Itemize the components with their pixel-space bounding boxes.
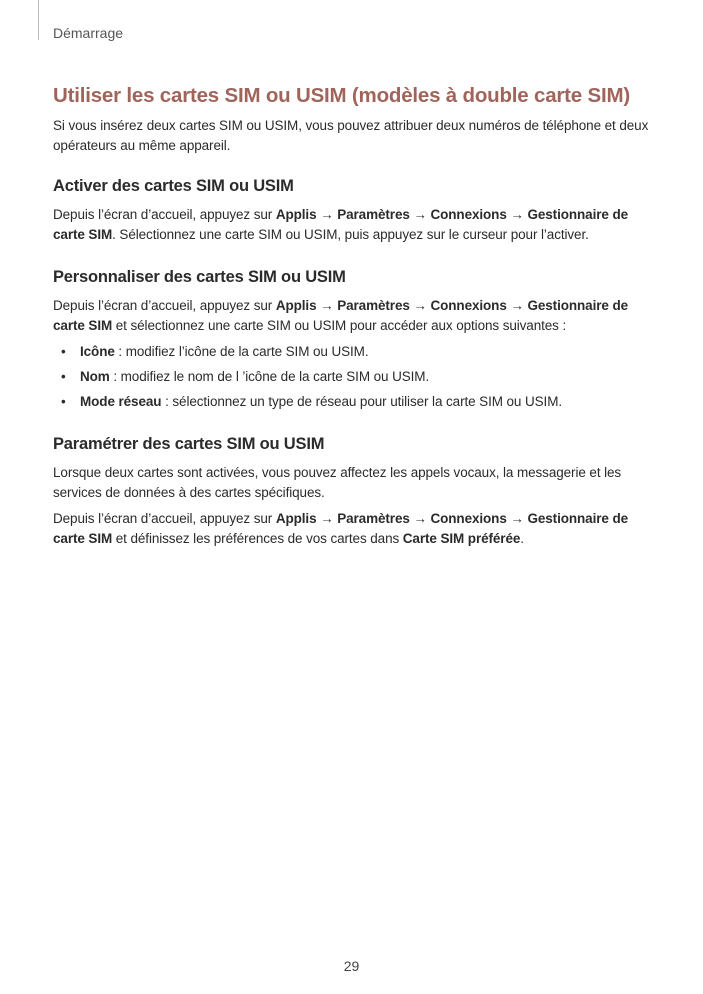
- path-prefix: Depuis l’écran d’accueil, appuyez sur: [53, 207, 273, 222]
- path-connexions: Connexions: [430, 298, 507, 313]
- page-title: Utiliser les cartes SIM ou USIM (modèles à double carte SIM): [53, 84, 630, 107]
- page-content: [53, 84, 653, 555]
- page-number: 29: [343, 958, 360, 974]
- path-arrow: →: [510, 298, 524, 313]
- option-term: Nom: [80, 369, 110, 384]
- path-arrow: →: [510, 511, 524, 526]
- path-applis: Applis: [275, 298, 317, 313]
- path-parametres: Paramètres: [337, 298, 410, 313]
- preferred-sim: Carte SIM préférée: [402, 531, 521, 546]
- activate-text: . Sélectionnez une carte SIM ou USIM, puis appuyez sur le curseur pour l’activer.: [112, 227, 589, 242]
- activate-paragraph: [53, 205, 653, 245]
- path-arrow: →: [413, 298, 427, 313]
- configure-paragraph-1: Lorsque deux cartes sont activées, vous pouvez affectez les appels vocaux, la messagerie et les services de données à des cartes spécifiques.: [53, 465, 622, 500]
- options-list: [53, 342, 653, 412]
- path-arrow: →: [413, 511, 427, 526]
- customize-text: et sélectionnez une carte SIM ou USIM pour accéder aux options suivantes :: [112, 318, 567, 333]
- option-desc: : modifiez le nom de l ’icône de la carte SIM ou USIM.: [109, 369, 430, 384]
- configure-paragraph-2: [53, 509, 653, 549]
- path-gestionnaire: Gestionnaire de carte SIM: [53, 511, 628, 546]
- heading-activate: Activer des cartes SIM ou USIM: [53, 177, 294, 195]
- path-arrow: →: [320, 207, 334, 222]
- path-prefix: Depuis l’écran d’accueil, appuyez sur: [53, 298, 273, 313]
- intro-paragraph: Si vous insérez deux cartes SIM ou USIM, vous pouvez attribuer deux numéros de téléphone et deux opérateurs au même appareil.: [53, 118, 649, 153]
- path-arrow: →: [320, 511, 334, 526]
- bullet: •: [61, 394, 66, 409]
- list-item: [53, 392, 653, 412]
- path-connexions: Connexions: [430, 207, 507, 222]
- option-term: Icône: [80, 344, 115, 359]
- option-desc: : modifiez l’icône de la carte SIM ou USIM.: [114, 344, 369, 359]
- period: .: [520, 531, 524, 546]
- customize-paragraph: [53, 296, 653, 336]
- path-arrow: →: [320, 298, 334, 313]
- path-prefix: Depuis l’écran d’accueil, appuyez sur: [53, 511, 273, 526]
- heading-configure: Paramétrer des cartes SIM ou USIM: [53, 435, 325, 453]
- list-item: [53, 367, 653, 387]
- path-gestionnaire: Gestionnaire de carte SIM: [53, 207, 628, 242]
- header-rule: [38, 0, 39, 40]
- list-item: [53, 342, 653, 362]
- path-parametres: Paramètres: [337, 207, 410, 222]
- path-arrow: →: [413, 207, 427, 222]
- section-label: Démarrage: [53, 25, 124, 41]
- option-term: Mode réseau: [80, 394, 162, 409]
- configure-text: et définissez les préférences de vos cartes dans: [112, 531, 403, 546]
- path-parametres: Paramètres: [337, 511, 410, 526]
- path-applis: Applis: [275, 511, 317, 526]
- path-applis: Applis: [275, 207, 317, 222]
- path-gestionnaire: Gestionnaire de carte SIM: [53, 298, 628, 333]
- path-arrow: →: [510, 207, 524, 222]
- bullet: •: [61, 344, 66, 359]
- heading-customize: Personnaliser des cartes SIM ou USIM: [53, 268, 346, 286]
- option-desc: : sélectionnez un type de réseau pour utiliser la carte SIM ou USIM.: [161, 394, 562, 409]
- path-connexions: Connexions: [430, 511, 507, 526]
- bullet: •: [61, 369, 66, 384]
